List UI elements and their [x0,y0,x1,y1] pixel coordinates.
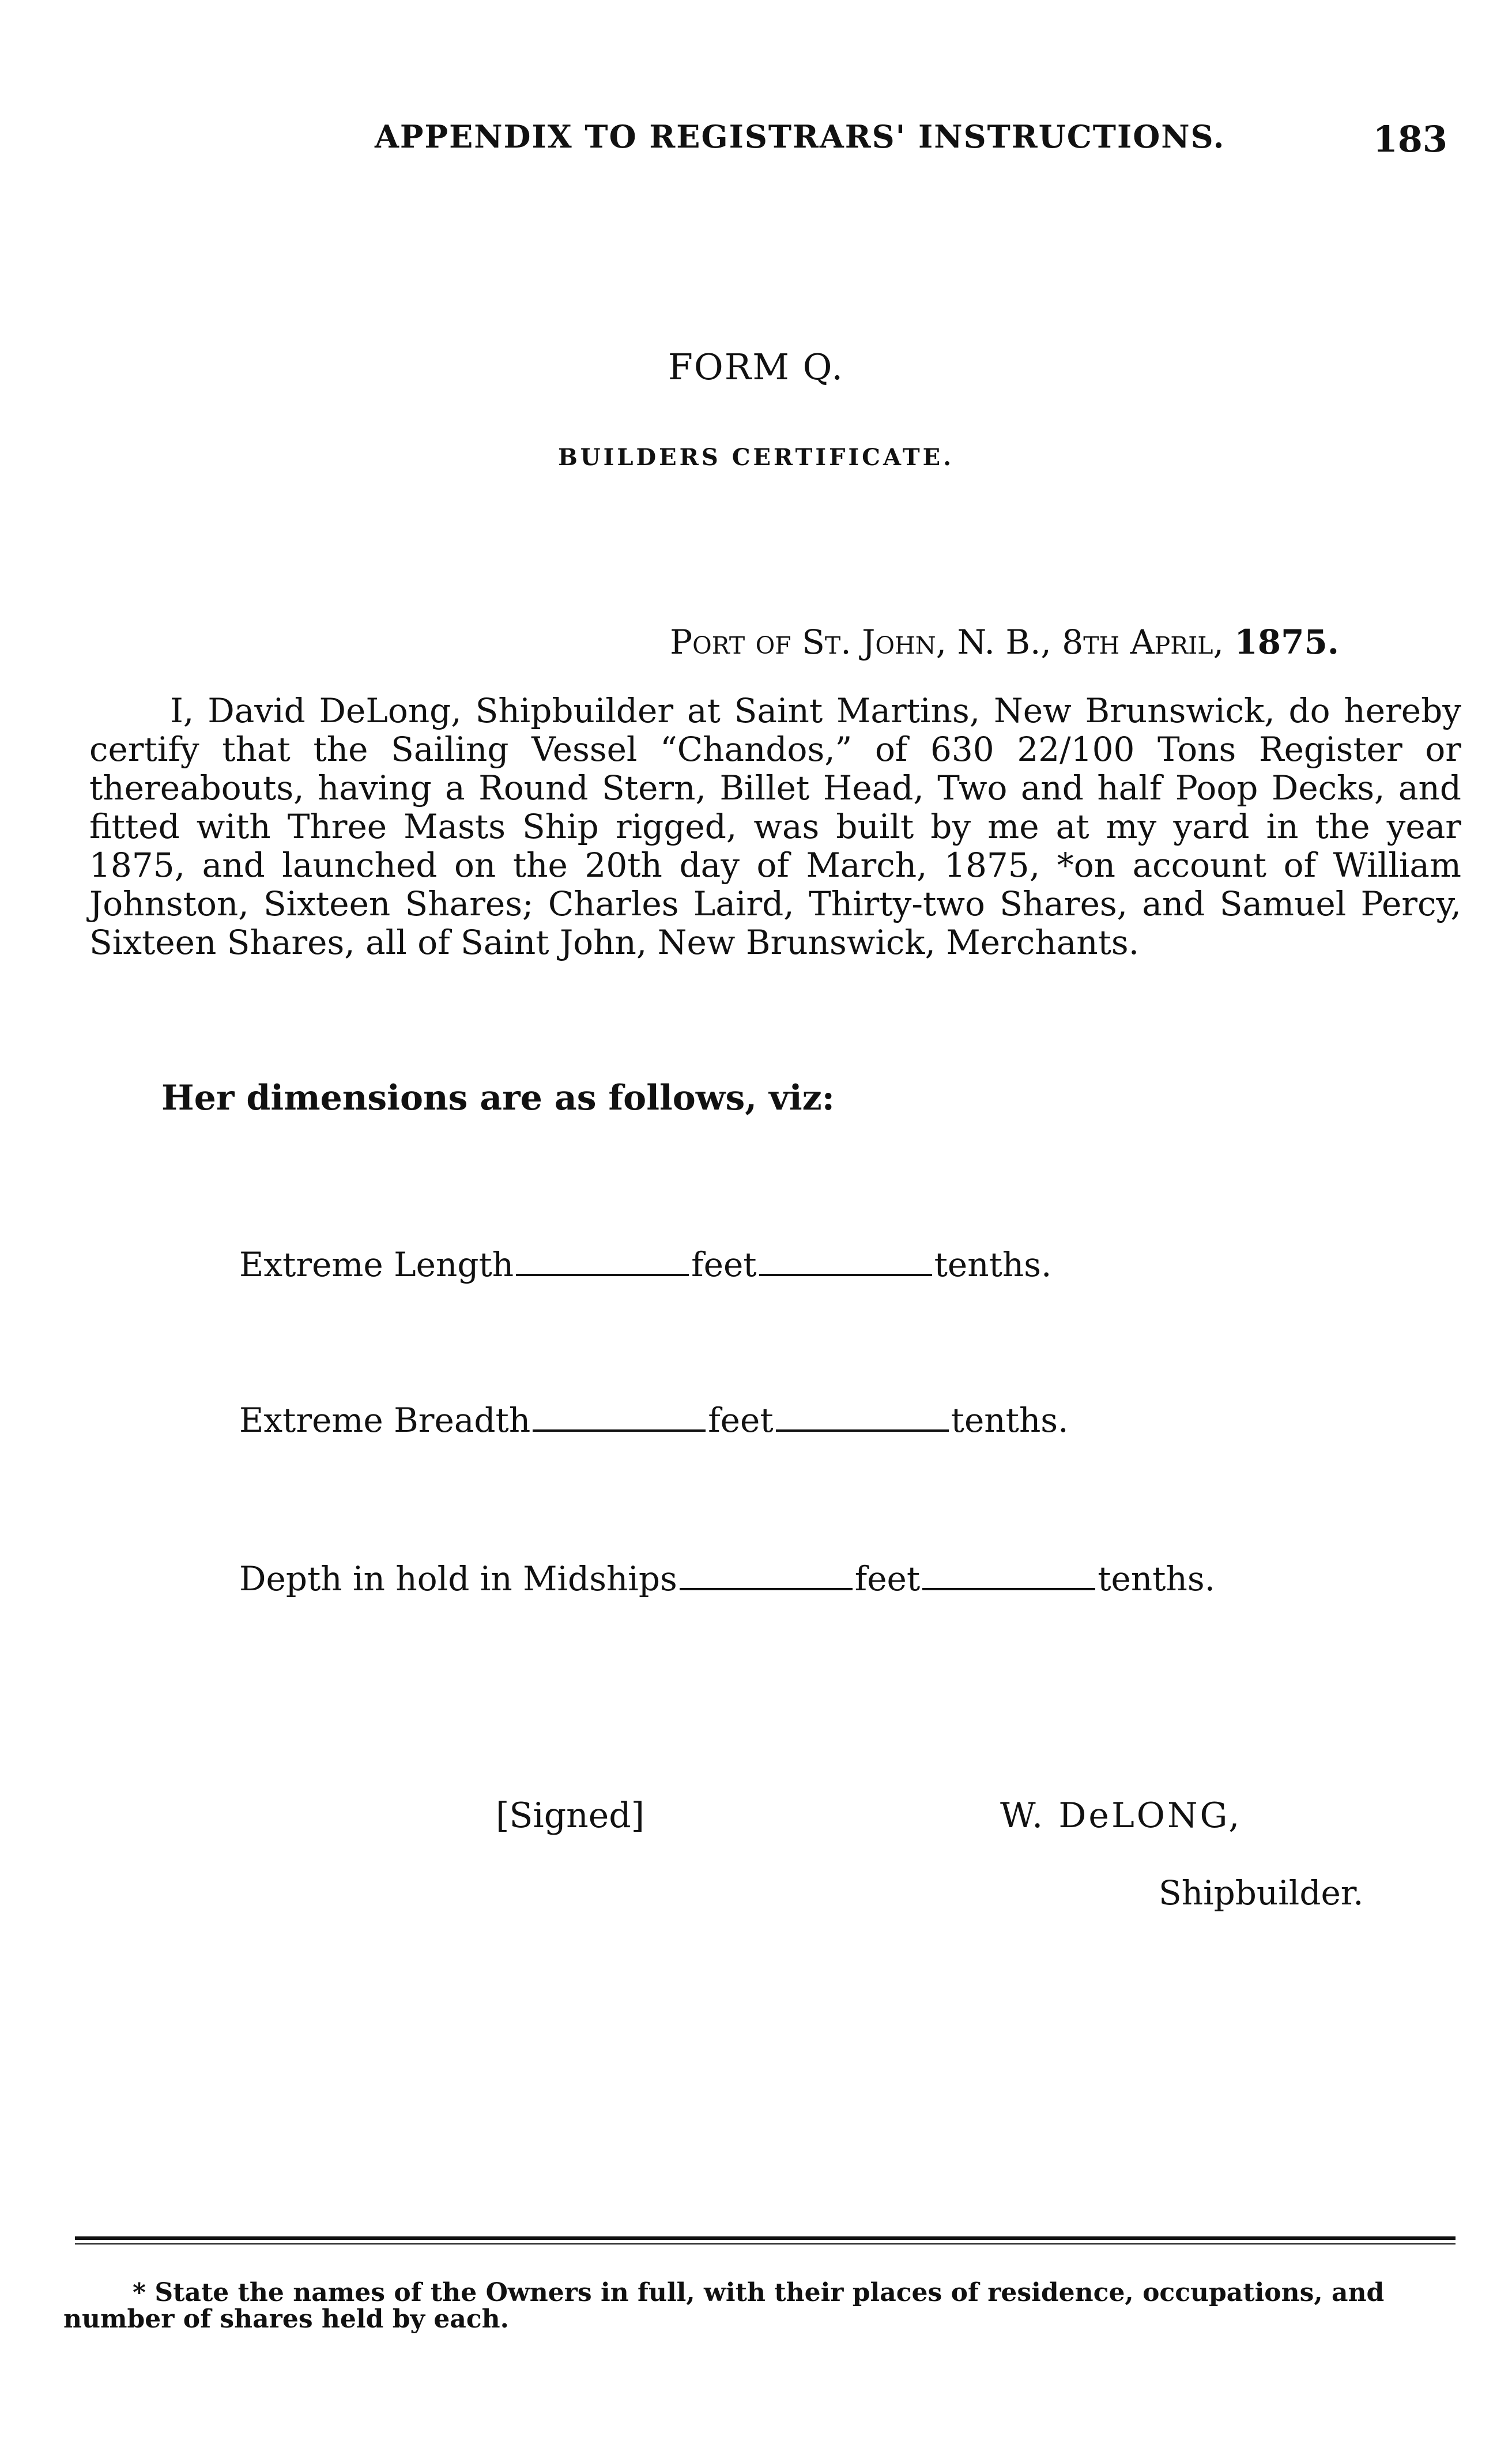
footnote-rule-thin [75,2243,1456,2244]
dimension-label: Extreme Breadth [239,1401,531,1440]
running-head: APPENDIX TO REGISTRARS' INSTRUCTIONS. [375,118,1226,155]
blank-field [516,1245,689,1276]
blank-field [776,1401,949,1432]
footnote-rule [75,2236,1456,2240]
signer-role: Shipbuilder. [1159,1873,1364,1912]
dimension-line-length [239,1245,1051,1284]
blank-field [759,1245,932,1276]
dimension-label: Extreme Length [239,1245,514,1284]
signed-label: [Signed] [496,1795,645,1836]
dimension-unit-feet: feet [691,1245,757,1284]
dimension-unit-tenths: tenths. [951,1401,1069,1440]
dimension-line-breadth [239,1401,1069,1440]
dimensions-intro: Her dimensions are as follows, viz: [161,1078,835,1118]
dateline-year: 1875. [1234,623,1339,662]
form-subtitle: BUILDERS CERTIFICATE. [557,444,955,471]
page-number: 183 [1373,118,1447,160]
dimension-unit-tenths: tenths. [1098,1559,1216,1598]
blank-field [533,1401,706,1432]
dateline [670,623,1339,662]
blank-field [680,1559,853,1590]
dimension-unit-feet: feet [708,1401,774,1440]
dimension-unit-feet: feet [854,1559,921,1598]
certificate-text: I, David DeLong, Shipbuilder at Saint Martins, New Brunswick, do hereby certify that the Sailing Vessel “Chandos,” of 630 22/100 Tons Register or thereabouts, having a Round Stern, Billet Head, Two and half Poop Decks, and fitted with Three Masts Ship rigged, was built by me at my yard in the year 1875, and launched on the 20th day of March, 1875, *on account of William Johnston, Sixteen Shares; Charles Laird, Thirty-two Shares, and Samuel Percy, Sixteen Shares, all of Saint John, New Brunswick, Merchants. [89,691,1461,962]
dimension-line-depth [239,1559,1215,1598]
dateline-port: Port of St. John, N. B., 8th April, [670,623,1235,662]
footnote: * State the names of the Owners in full, with their places of residence, occupations, and number of shares held by each. [63,2278,1385,2334]
form-title: FORM Q. [668,346,844,388]
page-header [0,118,1512,170]
signer-name: W. DeLONG, [1000,1795,1242,1836]
dimension-label: Depth in hold in Midships [239,1559,677,1598]
dimension-unit-tenths: tenths. [934,1245,1052,1284]
blank-field [922,1559,1095,1590]
